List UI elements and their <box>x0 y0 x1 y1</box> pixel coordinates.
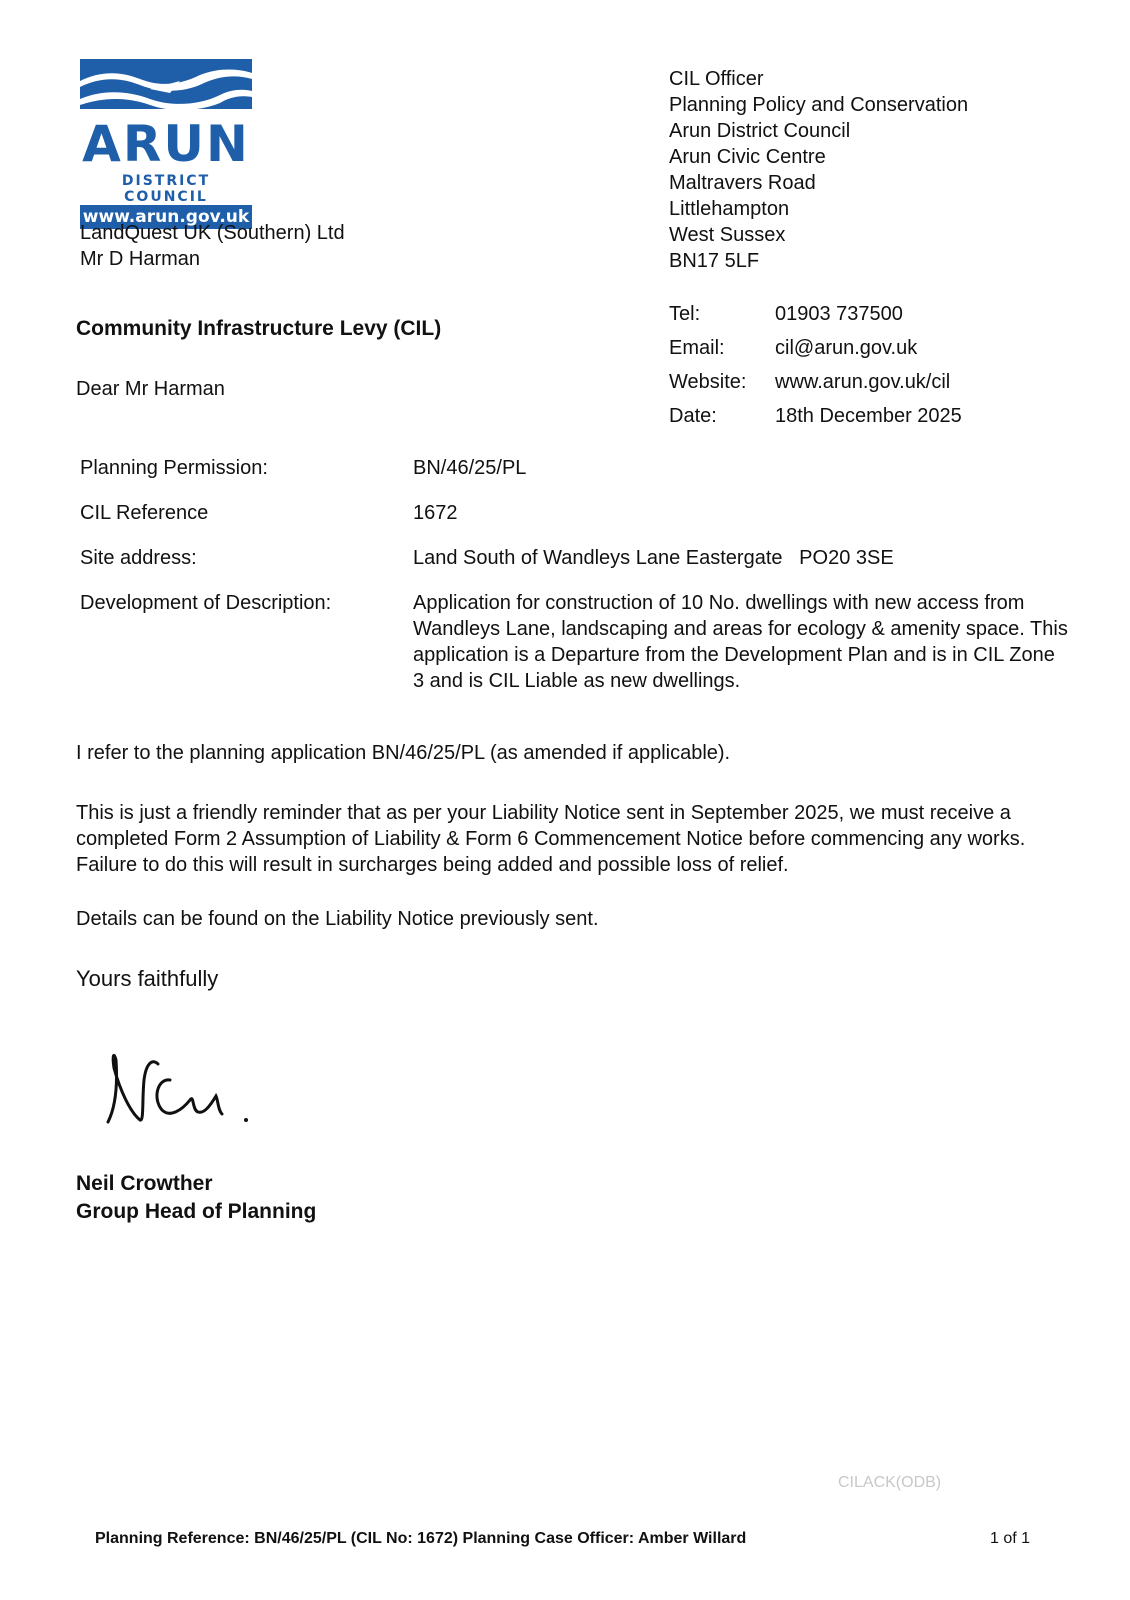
body-paragraph: I refer to the planning application BN/46/25/PL (as amended if applicable). <box>76 742 731 764</box>
sender-line: Arun Civic Centre <box>669 146 826 168</box>
details-value: BN/46/25/PL <box>413 457 527 479</box>
details-label: Development of Description: <box>80 592 332 614</box>
contact-row-date <box>669 399 962 433</box>
logo-bird-banner <box>80 59 252 109</box>
details-label: Planning Permission: <box>80 457 268 479</box>
sender-line: West Sussex <box>669 224 786 246</box>
contact-value: cil@arun.gov.uk <box>775 337 918 359</box>
contact-value: www.arun.gov.uk/cil <box>775 371 951 393</box>
details-row <box>80 500 1070 526</box>
recipient-name: Mr D Harman <box>80 248 201 270</box>
contact-row-email <box>669 331 962 365</box>
details-row <box>80 545 1070 571</box>
signer-block <box>76 1170 316 1226</box>
signer-title: Group Head of Planning <box>76 1200 317 1223</box>
contact-value: 18th December 2025 <box>775 405 962 427</box>
page-number: 1 of 1 <box>990 1530 1031 1547</box>
letter-heading: Community Infrastructure Levy (CIL) <box>76 317 442 340</box>
handwritten-signature <box>100 1050 270 1150</box>
body-paragraph: Details can be found on the Liability Notice previously sent. <box>76 908 599 930</box>
recipient-address <box>80 220 345 272</box>
sender-line: Littlehampton <box>669 198 790 220</box>
logo-subtitle: DISTRICT COUNCIL <box>121 173 211 205</box>
footer-reference: Planning Reference: BN/46/25/PL (CIL No: 1672) Planning Case Officer: Amber Willard <box>95 1530 747 1547</box>
salutation: Dear Mr Harman <box>76 378 225 400</box>
details-value: 1672 <box>413 502 458 524</box>
contact-row-website <box>669 365 962 399</box>
details-table <box>80 455 1070 713</box>
seagull-icon <box>80 59 252 109</box>
details-label: CIL Reference <box>80 502 209 524</box>
details-label: Site address: <box>80 547 197 569</box>
logo-url: www.arun.gov.uk <box>80 205 252 229</box>
body-paragraph: This is just a friendly reminder that as per your Liability Notice sent in September 2025, we must receive a completed Form 2 Assumption of Liability & Form 6 Commencement Notice before commencing any works. Failure to do this will result in surcharges being added and possible loss of relief. <box>76 802 1026 876</box>
contact-label: Tel: <box>669 303 701 325</box>
signature-icon <box>100 1050 270 1150</box>
contact-row-tel <box>669 297 962 331</box>
sender-line: BN17 5LF <box>669 250 760 272</box>
sender-line: Maltravers Road <box>669 172 816 194</box>
sender-line: Arun District Council <box>669 120 851 142</box>
closing: Yours faithfully <box>76 966 219 991</box>
details-row <box>80 455 1070 481</box>
logo-wordmark: ARUN <box>82 115 250 173</box>
details-value: Application for construction of 10 No. dwellings with new access from Wandleys Lane, landscaping and areas for ecology & amenity space. This application is a Departure from the Development Plan and is in CIL Zone 3 and is CIL Liable as new dwellings. <box>413 592 1068 692</box>
document-code: CILACK(ODB) <box>838 1474 942 1491</box>
sender-line: Planning Policy and Conservation <box>669 94 969 116</box>
recipient-company: LandQuest UK (Southern) Ltd <box>80 222 345 244</box>
contact-value: 01903 737500 <box>775 303 903 325</box>
details-value: Land South of Wandleys Lane Eastergate PO20 3SE <box>413 547 894 569</box>
sender-address <box>669 66 968 274</box>
contact-label: Email: <box>669 337 725 359</box>
sender-line: CIL Officer <box>669 68 764 90</box>
signer-name: Neil Crowther <box>76 1172 213 1195</box>
contact-label: Date: <box>669 405 717 427</box>
contact-details <box>669 297 962 433</box>
contact-label: Website: <box>669 371 747 393</box>
details-row <box>80 590 1070 694</box>
council-logo <box>80 59 252 231</box>
